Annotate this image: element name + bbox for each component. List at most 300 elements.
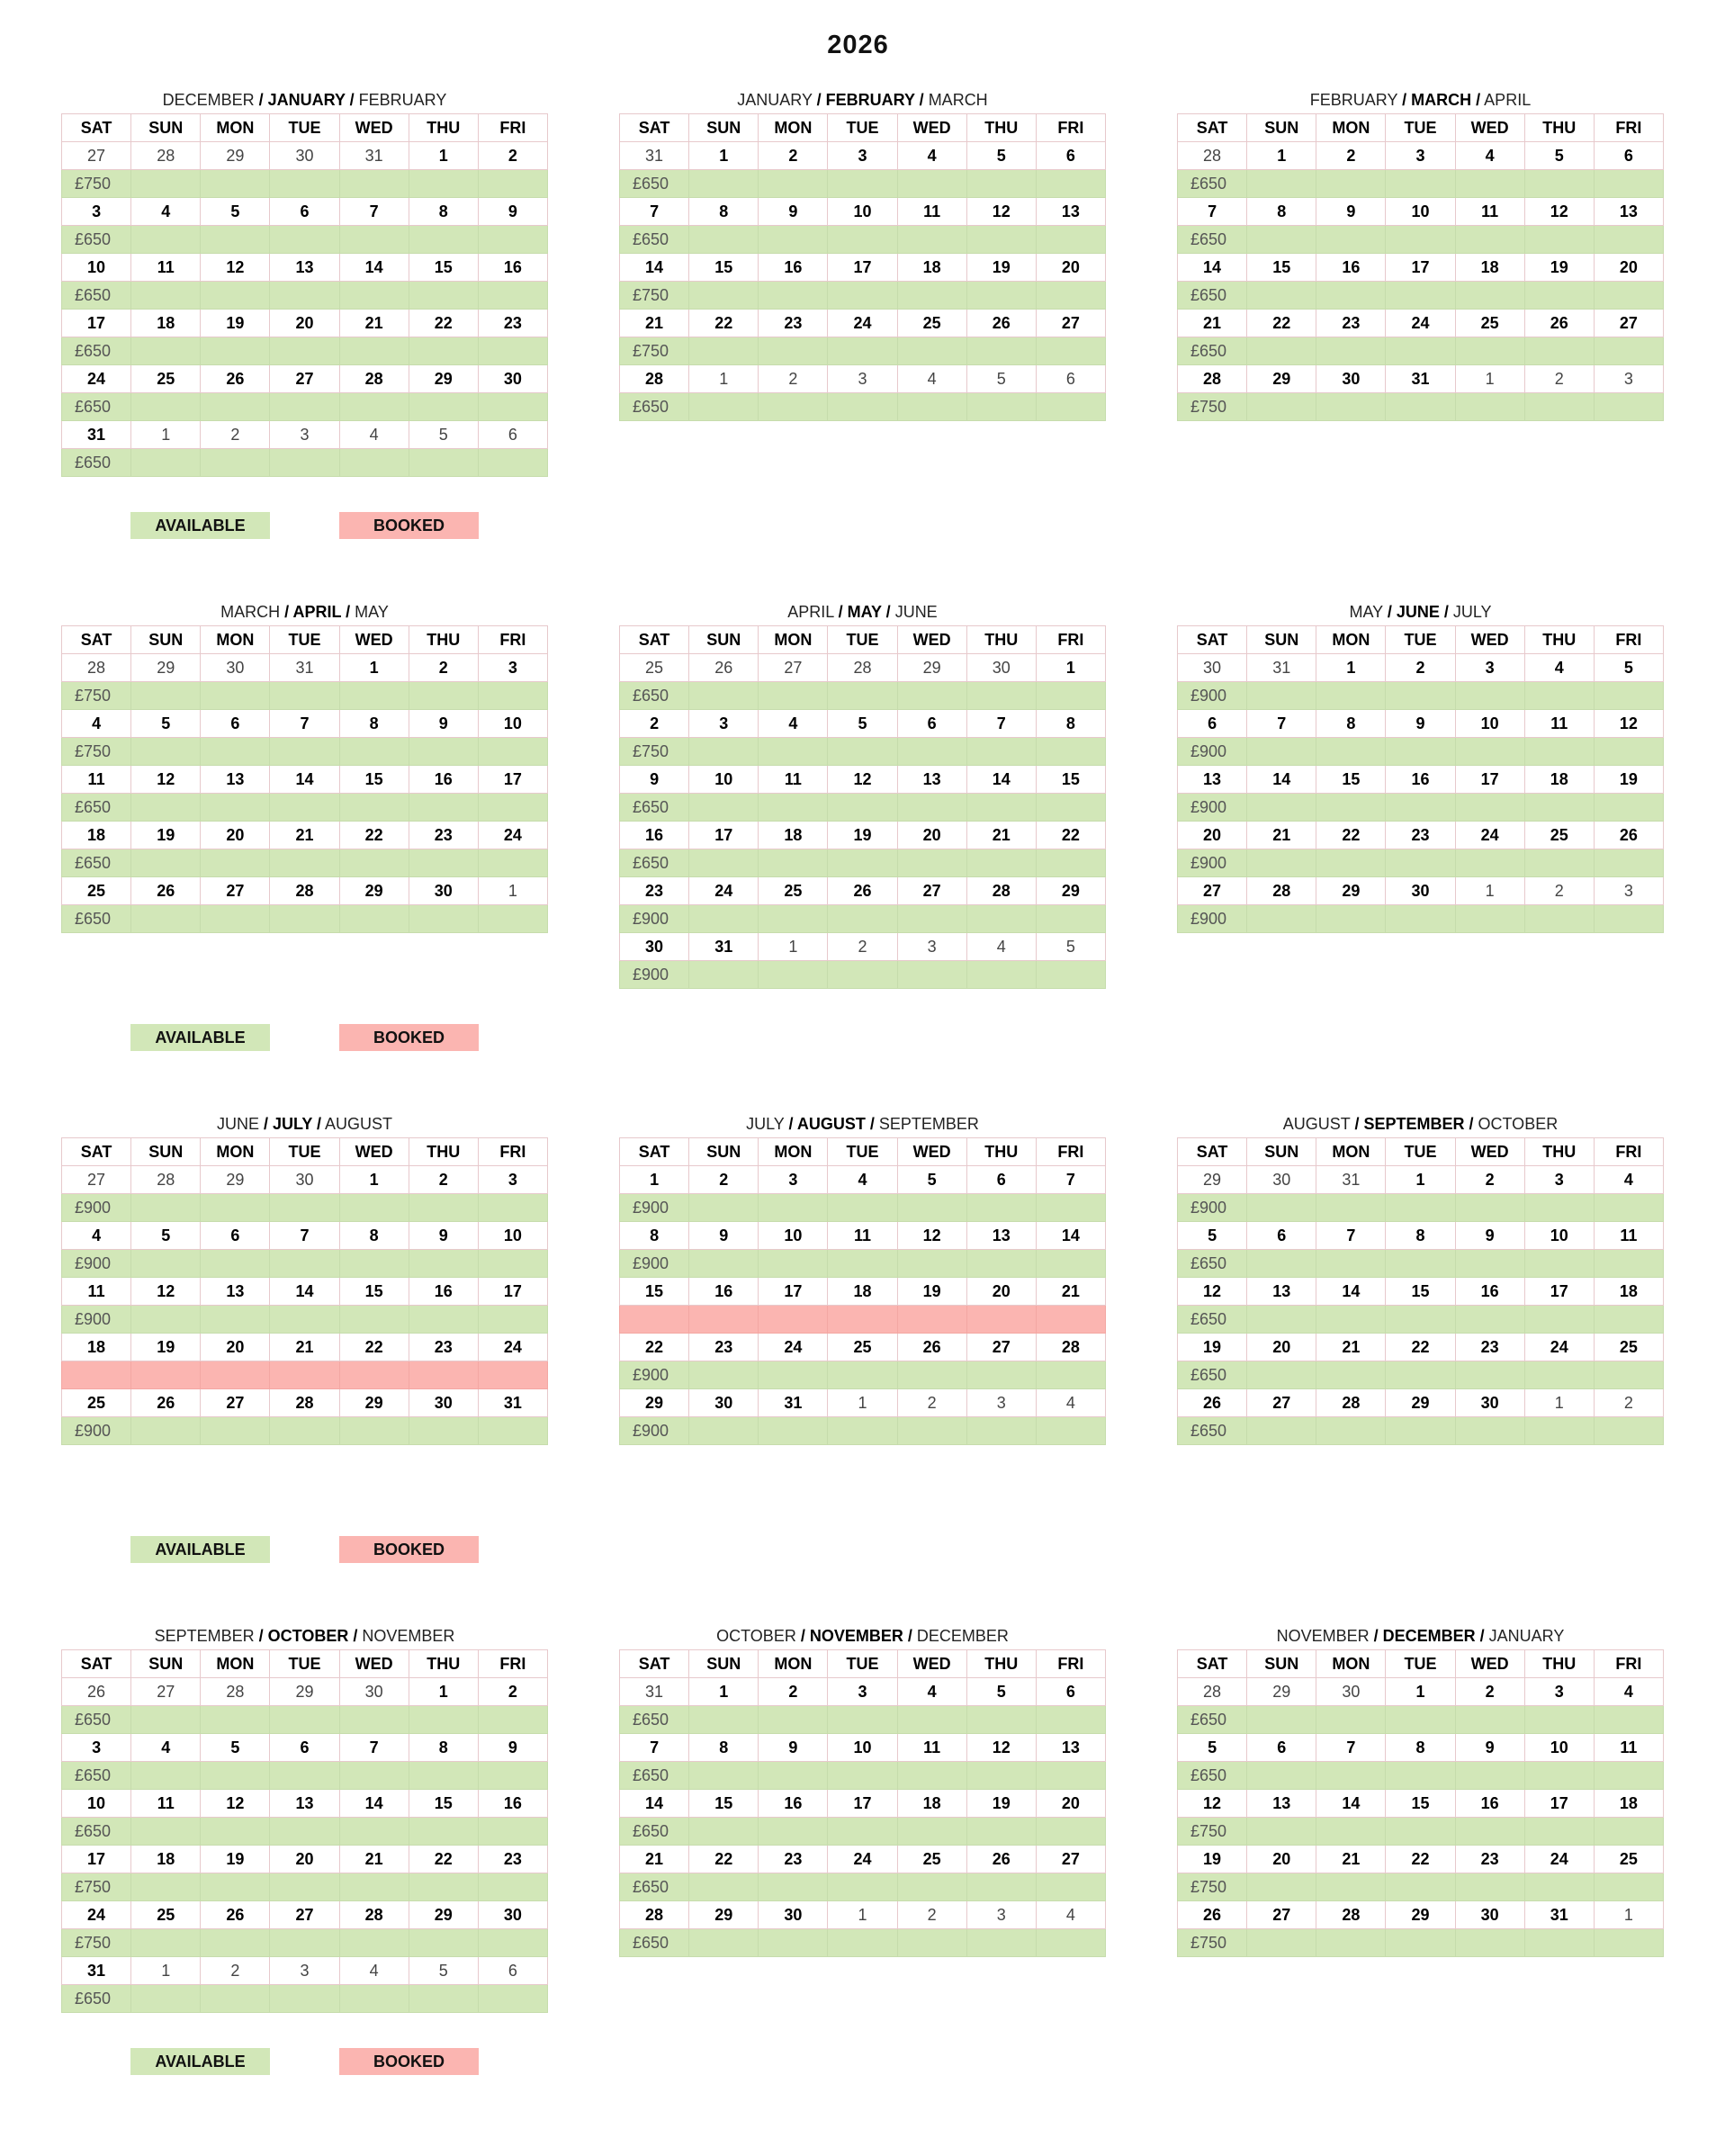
day-cell[interactable]: 26	[201, 1901, 270, 1929]
day-cell[interactable]: 24	[1386, 310, 1455, 337]
day-cell[interactable]: 20	[1247, 1334, 1316, 1361]
day-cell[interactable]: 6	[1036, 365, 1105, 393]
day-cell[interactable]: 29	[1386, 1389, 1455, 1417]
day-cell[interactable]: 31	[270, 654, 339, 682]
day-cell[interactable]: 28	[1178, 365, 1247, 393]
day-cell[interactable]: 27	[966, 1334, 1036, 1361]
day-cell[interactable]: 1	[409, 142, 478, 170]
day-cell[interactable]: 30	[339, 1678, 409, 1706]
day-cell[interactable]: 18	[1594, 1790, 1663, 1818]
day-cell[interactable]: 7	[1316, 1734, 1386, 1762]
day-cell[interactable]: 30	[620, 933, 689, 961]
day-cell[interactable]: 15	[1316, 766, 1386, 794]
day-cell[interactable]: 7	[620, 1734, 689, 1762]
day-cell[interactable]: 8	[689, 198, 759, 226]
day-cell[interactable]: 19	[131, 822, 201, 849]
day-cell[interactable]: 17	[1455, 766, 1524, 794]
day-cell[interactable]: 1	[478, 877, 547, 905]
day-cell[interactable]: 31	[1316, 1166, 1386, 1194]
day-cell[interactable]: 5	[201, 198, 270, 226]
day-cell[interactable]: 26	[1594, 822, 1663, 849]
day-cell[interactable]: 3	[1594, 877, 1663, 905]
day-cell[interactable]: 27	[62, 1166, 131, 1194]
day-cell[interactable]: 20	[966, 1278, 1036, 1306]
day-cell[interactable]: 15	[1036, 766, 1105, 794]
day-cell[interactable]: 17	[689, 822, 759, 849]
day-cell[interactable]: 13	[1594, 198, 1663, 226]
day-cell[interactable]: 4	[131, 198, 201, 226]
day-cell[interactable]: 13	[270, 254, 339, 282]
day-cell[interactable]: 6	[966, 1166, 1036, 1194]
day-cell[interactable]: 13	[1036, 1734, 1105, 1762]
day-cell[interactable]: 30	[409, 1389, 478, 1417]
day-cell[interactable]: 17	[62, 310, 131, 337]
day-cell[interactable]: 22	[339, 1334, 409, 1361]
day-cell[interactable]: 20	[1594, 254, 1663, 282]
day-cell[interactable]: 1	[620, 1166, 689, 1194]
day-cell[interactable]: 22	[1386, 1334, 1455, 1361]
day-cell[interactable]: 16	[689, 1278, 759, 1306]
day-cell[interactable]: 12	[897, 1222, 966, 1250]
day-cell[interactable]: 25	[759, 877, 828, 905]
day-cell[interactable]: 6	[270, 198, 339, 226]
day-cell[interactable]: 24	[478, 1334, 547, 1361]
day-cell[interactable]: 12	[131, 1278, 201, 1306]
day-cell[interactable]: 25	[62, 877, 131, 905]
day-cell[interactable]: 10	[62, 1790, 131, 1818]
day-cell[interactable]: 24	[62, 365, 131, 393]
day-cell[interactable]: 4	[897, 142, 966, 170]
day-cell[interactable]: 16	[1386, 766, 1455, 794]
day-cell[interactable]: 12	[966, 1734, 1036, 1762]
day-cell[interactable]: 22	[689, 310, 759, 337]
day-cell[interactable]: 9	[1455, 1222, 1524, 1250]
day-cell[interactable]: 18	[1594, 1278, 1663, 1306]
day-cell[interactable]: 29	[1316, 877, 1386, 905]
day-cell[interactable]: 3	[828, 142, 897, 170]
day-cell[interactable]: 9	[759, 1734, 828, 1762]
day-cell[interactable]: 11	[1455, 198, 1524, 226]
day-cell[interactable]: 25	[897, 1846, 966, 1873]
day-cell[interactable]: 3	[1524, 1166, 1594, 1194]
day-cell[interactable]: 26	[1524, 310, 1594, 337]
day-cell[interactable]: 10	[828, 1734, 897, 1762]
day-cell[interactable]: 3	[478, 1166, 547, 1194]
day-cell[interactable]: 25	[1524, 822, 1594, 849]
day-cell[interactable]: 19	[1524, 254, 1594, 282]
day-cell[interactable]: 19	[201, 1846, 270, 1873]
day-cell[interactable]: 12	[966, 198, 1036, 226]
day-cell[interactable]: 16	[759, 254, 828, 282]
day-cell[interactable]: 18	[828, 1278, 897, 1306]
day-cell[interactable]: 2	[1524, 877, 1594, 905]
day-cell[interactable]: 3	[1524, 1678, 1594, 1706]
day-cell[interactable]: 25	[131, 1901, 201, 1929]
day-cell[interactable]: 31	[1247, 654, 1316, 682]
day-cell[interactable]: 4	[1524, 654, 1594, 682]
day-cell[interactable]: 30	[1316, 1678, 1386, 1706]
day-cell[interactable]: 1	[689, 1678, 759, 1706]
day-cell[interactable]: 15	[1247, 254, 1316, 282]
day-cell[interactable]: 1	[1386, 1166, 1455, 1194]
day-cell[interactable]: 2	[478, 142, 547, 170]
day-cell[interactable]: 2	[1455, 1678, 1524, 1706]
day-cell[interactable]: 2	[201, 1957, 270, 1985]
day-cell[interactable]: 5	[897, 1166, 966, 1194]
day-cell[interactable]: 3	[897, 933, 966, 961]
day-cell[interactable]: 28	[1316, 1389, 1386, 1417]
day-cell[interactable]: 21	[1247, 822, 1316, 849]
day-cell[interactable]: 19	[131, 1334, 201, 1361]
day-cell[interactable]: 9	[620, 766, 689, 794]
day-cell[interactable]: 27	[201, 1389, 270, 1417]
day-cell[interactable]: 1	[1455, 877, 1524, 905]
day-cell[interactable]: 1	[689, 365, 759, 393]
day-cell[interactable]: 4	[339, 1957, 409, 1985]
day-cell[interactable]: 15	[409, 1790, 478, 1818]
day-cell[interactable]: 29	[131, 654, 201, 682]
day-cell[interactable]: 6	[478, 1957, 547, 1985]
day-cell[interactable]: 14	[1247, 766, 1316, 794]
day-cell[interactable]: 13	[201, 1278, 270, 1306]
day-cell[interactable]: 14	[966, 766, 1036, 794]
day-cell[interactable]: 3	[1594, 365, 1663, 393]
day-cell[interactable]: 26	[966, 310, 1036, 337]
day-cell[interactable]: 2	[1316, 142, 1386, 170]
day-cell[interactable]: 2	[689, 1166, 759, 1194]
day-cell[interactable]: 9	[409, 710, 478, 738]
day-cell[interactable]: 21	[1316, 1334, 1386, 1361]
day-cell[interactable]: 28	[1316, 1901, 1386, 1929]
day-cell[interactable]: 29	[1036, 877, 1105, 905]
day-cell[interactable]: 9	[478, 198, 547, 226]
day-cell[interactable]: 6	[270, 1734, 339, 1762]
day-cell[interactable]: 14	[620, 254, 689, 282]
day-cell[interactable]: 29	[897, 654, 966, 682]
day-cell[interactable]: 23	[1455, 1846, 1524, 1873]
day-cell[interactable]: 22	[1316, 822, 1386, 849]
day-cell[interactable]: 20	[897, 822, 966, 849]
day-cell[interactable]: 12	[201, 254, 270, 282]
day-cell[interactable]: 1	[131, 421, 201, 449]
day-cell[interactable]: 5	[131, 1222, 201, 1250]
day-cell[interactable]: 21	[270, 822, 339, 849]
day-cell[interactable]: 2	[1594, 1389, 1663, 1417]
day-cell[interactable]: 12	[1594, 710, 1663, 738]
day-cell[interactable]: 3	[1455, 654, 1524, 682]
day-cell[interactable]: 28	[620, 1901, 689, 1929]
day-cell[interactable]: 30	[1247, 1166, 1316, 1194]
day-cell[interactable]: 22	[409, 310, 478, 337]
day-cell[interactable]: 1	[759, 933, 828, 961]
day-cell[interactable]: 5	[966, 142, 1036, 170]
day-cell[interactable]: 31	[759, 1389, 828, 1417]
day-cell[interactable]: 31	[62, 421, 131, 449]
day-cell[interactable]: 27	[270, 365, 339, 393]
day-cell[interactable]: 2	[759, 142, 828, 170]
day-cell[interactable]: 8	[409, 1734, 478, 1762]
day-cell[interactable]: 21	[270, 1334, 339, 1361]
day-cell[interactable]: 5	[1178, 1222, 1247, 1250]
day-cell[interactable]: 10	[478, 710, 547, 738]
day-cell[interactable]: 7	[270, 710, 339, 738]
day-cell[interactable]: 27	[1247, 1901, 1316, 1929]
day-cell[interactable]: 28	[620, 365, 689, 393]
day-cell[interactable]: 9	[689, 1222, 759, 1250]
day-cell[interactable]: 23	[759, 1846, 828, 1873]
day-cell[interactable]: 18	[1524, 766, 1594, 794]
day-cell[interactable]: 28	[131, 142, 201, 170]
day-cell[interactable]: 8	[1316, 710, 1386, 738]
day-cell[interactable]: 6	[478, 421, 547, 449]
day-cell[interactable]: 1	[828, 1389, 897, 1417]
day-cell[interactable]: 6	[201, 710, 270, 738]
day-cell[interactable]: 17	[1524, 1790, 1594, 1818]
day-cell[interactable]: 21	[339, 1846, 409, 1873]
day-cell[interactable]: 3	[62, 1734, 131, 1762]
day-cell[interactable]: 6	[201, 1222, 270, 1250]
day-cell[interactable]: 8	[689, 1734, 759, 1762]
day-cell[interactable]: 23	[689, 1334, 759, 1361]
day-cell[interactable]: 15	[1386, 1278, 1455, 1306]
day-cell[interactable]: 5	[1178, 1734, 1247, 1762]
day-cell[interactable]: 30	[1316, 365, 1386, 393]
day-cell[interactable]: 8	[1247, 198, 1316, 226]
day-cell[interactable]: 19	[1178, 1846, 1247, 1873]
day-cell[interactable]: 4	[339, 421, 409, 449]
day-cell[interactable]: 14	[1316, 1278, 1386, 1306]
day-cell[interactable]: 8	[409, 198, 478, 226]
day-cell[interactable]: 20	[1178, 822, 1247, 849]
day-cell[interactable]: 6	[1247, 1734, 1316, 1762]
day-cell[interactable]: 27	[1036, 310, 1105, 337]
day-cell[interactable]: 1	[1316, 654, 1386, 682]
day-cell[interactable]: 30	[201, 654, 270, 682]
day-cell[interactable]: 25	[1594, 1334, 1663, 1361]
day-cell[interactable]: 5	[1036, 933, 1105, 961]
day-cell[interactable]: 27	[131, 1678, 201, 1706]
day-cell[interactable]: 5	[131, 710, 201, 738]
day-cell[interactable]: 1	[131, 1957, 201, 1985]
day-cell[interactable]: 2	[759, 365, 828, 393]
day-cell[interactable]: 3	[62, 198, 131, 226]
day-cell[interactable]: 1	[1594, 1901, 1663, 1929]
day-cell[interactable]: 14	[270, 766, 339, 794]
day-cell[interactable]: 19	[897, 1278, 966, 1306]
day-cell[interactable]: 15	[689, 254, 759, 282]
day-cell[interactable]: 1	[339, 1166, 409, 1194]
day-cell[interactable]: 29	[409, 1901, 478, 1929]
day-cell[interactable]: 19	[966, 1790, 1036, 1818]
day-cell[interactable]: 14	[620, 1790, 689, 1818]
day-cell[interactable]: 7	[1247, 710, 1316, 738]
day-cell[interactable]: 25	[1455, 310, 1524, 337]
day-cell[interactable]: 8	[339, 710, 409, 738]
day-cell[interactable]: 21	[966, 822, 1036, 849]
day-cell[interactable]: 19	[1178, 1334, 1247, 1361]
day-cell[interactable]: 23	[620, 877, 689, 905]
day-cell[interactable]: 17	[478, 766, 547, 794]
day-cell[interactable]: 1	[339, 654, 409, 682]
day-cell[interactable]: 15	[339, 766, 409, 794]
day-cell[interactable]: 27	[62, 142, 131, 170]
day-cell[interactable]: 26	[1178, 1901, 1247, 1929]
day-cell[interactable]: 26	[966, 1846, 1036, 1873]
day-cell[interactable]: 3	[689, 710, 759, 738]
day-cell[interactable]: 1	[1386, 1678, 1455, 1706]
day-cell[interactable]: 8	[1386, 1222, 1455, 1250]
day-cell[interactable]: 2	[1455, 1166, 1524, 1194]
day-cell[interactable]: 7	[1178, 198, 1247, 226]
day-cell[interactable]: 29	[409, 365, 478, 393]
day-cell[interactable]: 17	[478, 1278, 547, 1306]
day-cell[interactable]: 26	[62, 1678, 131, 1706]
day-cell[interactable]: 20	[270, 310, 339, 337]
day-cell[interactable]: 31	[478, 1389, 547, 1417]
day-cell[interactable]: 22	[339, 822, 409, 849]
day-cell[interactable]: 18	[897, 1790, 966, 1818]
day-cell[interactable]: 23	[478, 1846, 547, 1873]
day-cell[interactable]: 11	[131, 1790, 201, 1818]
day-cell[interactable]: 21	[1178, 310, 1247, 337]
day-cell[interactable]: 27	[1594, 310, 1663, 337]
day-cell[interactable]: 25	[828, 1334, 897, 1361]
day-cell[interactable]: 23	[478, 310, 547, 337]
day-cell[interactable]: 17	[759, 1278, 828, 1306]
day-cell[interactable]: 11	[828, 1222, 897, 1250]
day-cell[interactable]: 11	[897, 1734, 966, 1762]
day-cell[interactable]: 17	[62, 1846, 131, 1873]
day-cell[interactable]: 19	[1594, 766, 1663, 794]
day-cell[interactable]: 26	[897, 1334, 966, 1361]
day-cell[interactable]: 3	[828, 365, 897, 393]
day-cell[interactable]: 20	[270, 1846, 339, 1873]
day-cell[interactable]: 13	[201, 766, 270, 794]
day-cell[interactable]: 1	[1247, 142, 1316, 170]
day-cell[interactable]: 31	[689, 933, 759, 961]
day-cell[interactable]: 31	[620, 1678, 689, 1706]
day-cell[interactable]: 24	[828, 1846, 897, 1873]
day-cell[interactable]: 27	[1178, 877, 1247, 905]
day-cell[interactable]: 20	[1247, 1846, 1316, 1873]
day-cell[interactable]: 11	[759, 766, 828, 794]
day-cell[interactable]: 16	[1455, 1278, 1524, 1306]
day-cell[interactable]: 13	[966, 1222, 1036, 1250]
day-cell[interactable]: 22	[409, 1846, 478, 1873]
day-cell[interactable]: 11	[62, 766, 131, 794]
day-cell[interactable]: 20	[1036, 1790, 1105, 1818]
day-cell[interactable]: 4	[131, 1734, 201, 1762]
day-cell[interactable]: 1	[1455, 365, 1524, 393]
day-cell[interactable]: 27	[1247, 1389, 1316, 1417]
day-cell[interactable]: 7	[966, 710, 1036, 738]
day-cell[interactable]: 4	[1455, 142, 1524, 170]
day-cell[interactable]: 9	[1386, 710, 1455, 738]
day-cell[interactable]: 12	[201, 1790, 270, 1818]
day-cell[interactable]: 6	[1036, 1678, 1105, 1706]
day-cell[interactable]: 11	[1594, 1734, 1663, 1762]
day-cell[interactable]: 14	[1036, 1222, 1105, 1250]
day-cell[interactable]: 22	[1247, 310, 1316, 337]
day-cell[interactable]: 28	[1178, 1678, 1247, 1706]
day-cell[interactable]: 14	[1178, 254, 1247, 282]
day-cell[interactable]: 30	[270, 1166, 339, 1194]
day-cell[interactable]: 23	[1386, 822, 1455, 849]
day-cell[interactable]: 22	[620, 1334, 689, 1361]
day-cell[interactable]: 2	[1386, 654, 1455, 682]
day-cell[interactable]: 12	[828, 766, 897, 794]
day-cell[interactable]: 7	[1316, 1222, 1386, 1250]
day-cell[interactable]: 2	[201, 421, 270, 449]
day-cell[interactable]: 18	[897, 254, 966, 282]
day-cell[interactable]: 26	[689, 654, 759, 682]
day-cell[interactable]: 16	[620, 822, 689, 849]
day-cell[interactable]: 13	[1247, 1278, 1316, 1306]
day-cell[interactable]: 12	[1178, 1278, 1247, 1306]
day-cell[interactable]: 24	[828, 310, 897, 337]
day-cell[interactable]: 21	[1036, 1278, 1105, 1306]
day-cell[interactable]: 18	[62, 822, 131, 849]
day-cell[interactable]: 6	[1247, 1222, 1316, 1250]
day-cell[interactable]: 10	[759, 1222, 828, 1250]
day-cell[interactable]: 28	[270, 1389, 339, 1417]
day-cell[interactable]: 29	[1386, 1901, 1455, 1929]
day-cell[interactable]: 30	[966, 654, 1036, 682]
day-cell[interactable]: 1	[1524, 1389, 1594, 1417]
day-cell[interactable]: 1	[409, 1678, 478, 1706]
day-cell[interactable]: 3	[966, 1389, 1036, 1417]
day-cell[interactable]: 18	[131, 310, 201, 337]
day-cell[interactable]: 30	[1178, 654, 1247, 682]
day-cell[interactable]: 14	[339, 1790, 409, 1818]
day-cell[interactable]: 29	[1247, 365, 1316, 393]
day-cell[interactable]: 13	[1036, 198, 1105, 226]
day-cell[interactable]: 3	[759, 1166, 828, 1194]
day-cell[interactable]: 20	[1036, 254, 1105, 282]
day-cell[interactable]: 26	[201, 365, 270, 393]
day-cell[interactable]: 10	[1386, 198, 1455, 226]
day-cell[interactable]: 27	[759, 654, 828, 682]
day-cell[interactable]: 5	[1594, 654, 1663, 682]
day-cell[interactable]: 28	[339, 1901, 409, 1929]
day-cell[interactable]: 16	[409, 766, 478, 794]
day-cell[interactable]: 8	[1036, 710, 1105, 738]
day-cell[interactable]: 23	[1455, 1334, 1524, 1361]
day-cell[interactable]: 9	[759, 198, 828, 226]
day-cell[interactable]: 8	[1386, 1734, 1455, 1762]
day-cell[interactable]: 5	[966, 365, 1036, 393]
day-cell[interactable]: 7	[339, 1734, 409, 1762]
day-cell[interactable]: 25	[62, 1389, 131, 1417]
day-cell[interactable]: 2	[409, 1166, 478, 1194]
day-cell[interactable]: 13	[897, 766, 966, 794]
day-cell[interactable]: 15	[339, 1278, 409, 1306]
day-cell[interactable]: 20	[201, 1334, 270, 1361]
day-cell[interactable]: 25	[1594, 1846, 1663, 1873]
day-cell[interactable]: 31	[339, 142, 409, 170]
day-cell[interactable]: 12	[1524, 198, 1594, 226]
day-cell[interactable]: 26	[828, 877, 897, 905]
day-cell[interactable]: 31	[620, 142, 689, 170]
day-cell[interactable]: 23	[409, 1334, 478, 1361]
day-cell[interactable]: 3	[478, 654, 547, 682]
day-cell[interactable]: 15	[409, 254, 478, 282]
day-cell[interactable]: 16	[478, 254, 547, 282]
day-cell[interactable]: 3	[1386, 142, 1455, 170]
day-cell[interactable]: 28	[966, 877, 1036, 905]
day-cell[interactable]: 26	[1178, 1389, 1247, 1417]
day-cell[interactable]: 10	[478, 1222, 547, 1250]
